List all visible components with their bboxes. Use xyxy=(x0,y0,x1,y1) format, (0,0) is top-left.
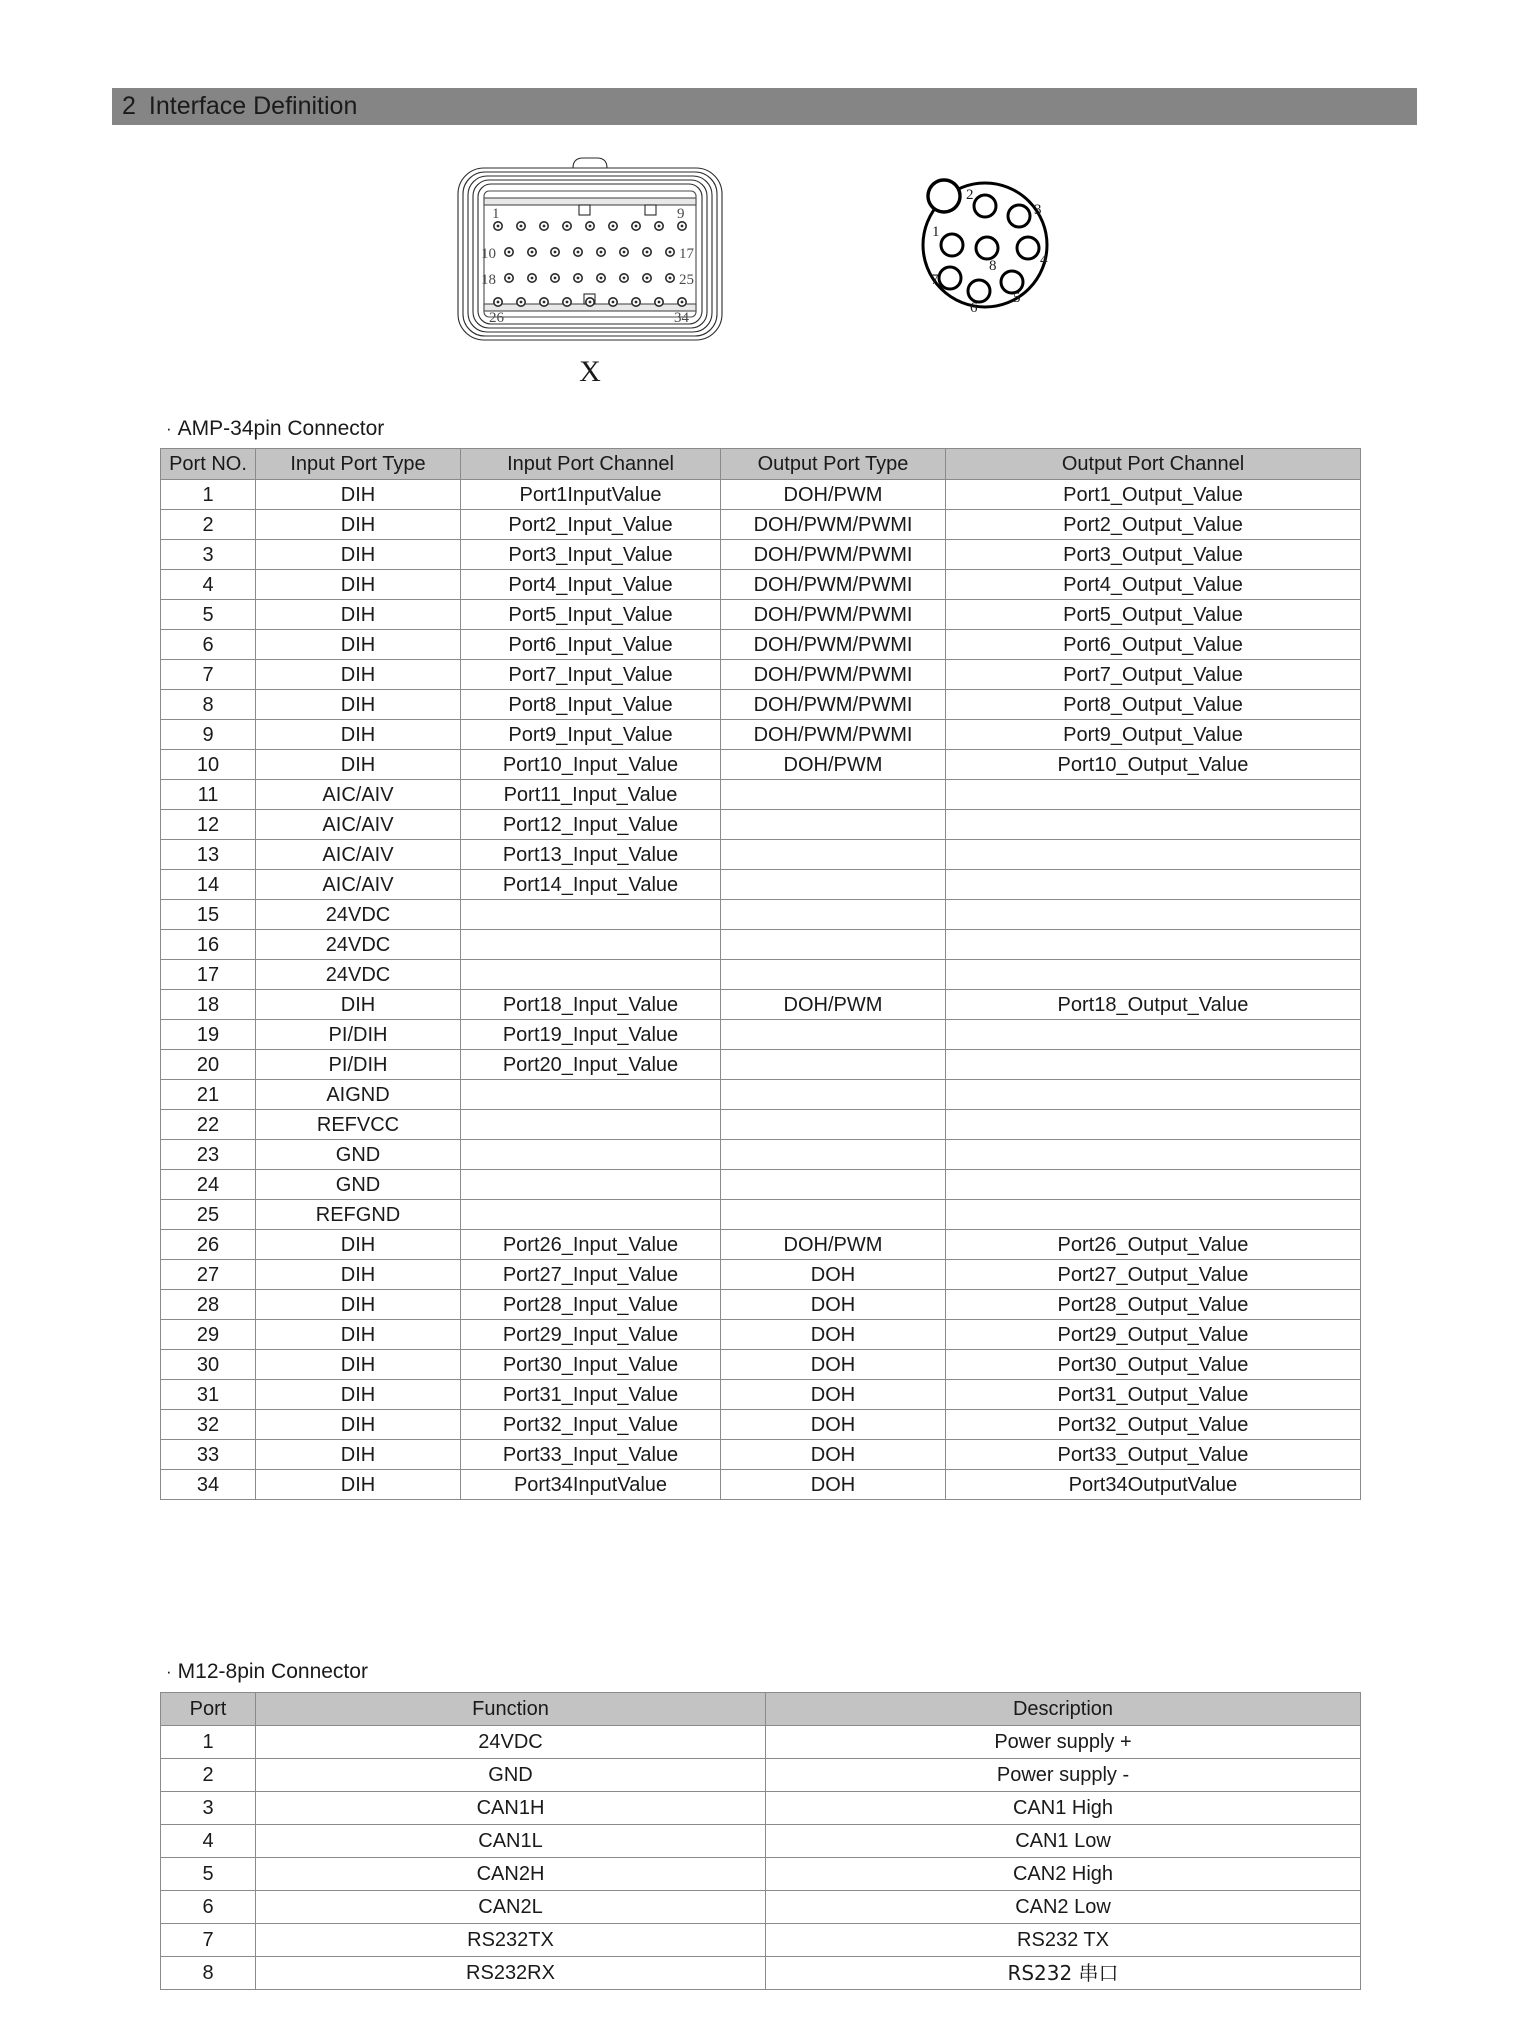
cell-output-port-type xyxy=(721,1110,946,1140)
cell-input-port-type: 24VDC xyxy=(256,900,461,930)
table-row xyxy=(161,990,1361,1020)
cell-output-port-channel: Port2_Output_Value xyxy=(946,510,1361,540)
cell-output-port-type: DOH/PWM xyxy=(721,480,946,510)
cell-input-port-channel xyxy=(461,1110,721,1140)
m12-caption-text: M12-8pin Connector xyxy=(177,1660,368,1683)
cell-output-port-type: DOH xyxy=(721,1350,946,1380)
cell-output-port-type xyxy=(721,930,946,960)
cell-output-port-channel xyxy=(946,870,1361,900)
cell-input-port-channel: Port18_Input_Value xyxy=(461,990,721,1020)
table-row xyxy=(161,1050,1361,1080)
cell-output-port-channel: Port32_Output_Value xyxy=(946,1410,1361,1440)
cell-output-port-channel xyxy=(946,1170,1361,1200)
cell-output-port-type xyxy=(721,1140,946,1170)
cell-input-port-type: AIC/AIV xyxy=(256,780,461,810)
cell-input-port-type: DIH xyxy=(256,1230,461,1260)
cell-port-no: 9 xyxy=(161,720,256,750)
table-row xyxy=(161,600,1361,630)
table-row xyxy=(161,540,1361,570)
table-row xyxy=(161,1290,1361,1320)
cell-input-port-channel: Port7_Input_Value xyxy=(461,660,721,690)
cell-output-port-channel: Port27_Output_Value xyxy=(946,1260,1361,1290)
cell-port-no: 16 xyxy=(161,930,256,960)
cell-port-no: 3 xyxy=(161,540,256,570)
cell-input-port-channel: Port28_Input_Value xyxy=(461,1290,721,1320)
amp-label-row1-end: 9 xyxy=(677,206,685,222)
cell-output-port-channel: Port34OutputValue xyxy=(946,1470,1361,1500)
cell-input-port-channel xyxy=(461,900,721,930)
cell-port-no: 1 xyxy=(161,480,256,510)
cell-output-port-channel: Port5_Output_Value xyxy=(946,600,1361,630)
cell-port-no: 30 xyxy=(161,1350,256,1380)
cell-port-no: 15 xyxy=(161,900,256,930)
table-row xyxy=(161,1957,1361,1990)
cell-input-port-channel: Port29_Input_Value xyxy=(461,1320,721,1350)
m12-8pin-table xyxy=(160,1692,1361,1990)
table-row xyxy=(161,870,1361,900)
table-row xyxy=(161,1350,1361,1380)
cell-input-port-channel: Port14_Input_Value xyxy=(461,870,721,900)
m12-table-header-row xyxy=(161,1693,1361,1726)
cell-port: 4 xyxy=(161,1825,256,1858)
table-row xyxy=(161,690,1361,720)
cell-input-port-channel: Port12_Input_Value xyxy=(461,810,721,840)
amp-label-row2-end: 17 xyxy=(679,246,694,262)
cell-port-no: 4 xyxy=(161,570,256,600)
cell-port: 7 xyxy=(161,1924,256,1957)
section-title: Interface Definition xyxy=(148,92,358,120)
cell-input-port-type: DIH xyxy=(256,510,461,540)
cell-description: RS232 串口 xyxy=(766,1957,1361,1990)
cell-input-port-channel: Port13_Input_Value xyxy=(461,840,721,870)
cell-port-no: 33 xyxy=(161,1440,256,1470)
cell-output-port-channel: Port26_Output_Value xyxy=(946,1230,1361,1260)
cell-input-port-type: GND xyxy=(256,1140,461,1170)
cell-input-port-type: AIC/AIV xyxy=(256,810,461,840)
cell-output-port-type xyxy=(721,1200,946,1230)
table-row xyxy=(161,1858,1361,1891)
cell-input-port-type: DIH xyxy=(256,750,461,780)
amp-label-row4-end: 34 xyxy=(674,310,689,326)
amp-label-row1-start: 1 xyxy=(492,206,500,222)
cell-function: CAN2L xyxy=(256,1891,766,1924)
cell-output-port-type: DOH xyxy=(721,1380,946,1410)
cell-output-port-type: DOH/PWM/PWMI xyxy=(721,630,946,660)
cell-function: RS232RX xyxy=(256,1957,766,1990)
table-row xyxy=(161,1140,1361,1170)
cell-output-port-channel xyxy=(946,960,1361,990)
amp-col-port-no: Port NO. xyxy=(161,449,256,480)
cell-input-port-channel: Port4_Input_Value xyxy=(461,570,721,600)
table-row xyxy=(161,840,1361,870)
cell-output-port-channel xyxy=(946,810,1361,840)
m12-table-caption xyxy=(166,1660,368,1684)
cell-output-port-channel: Port10_Output_Value xyxy=(946,750,1361,780)
cell-input-port-type: PI/DIH xyxy=(256,1050,461,1080)
table-row xyxy=(161,1470,1361,1500)
cell-input-port-type: DIH xyxy=(256,990,461,1020)
cell-output-port-channel: Port8_Output_Value xyxy=(946,690,1361,720)
m12-8pin-connector-diagram xyxy=(900,160,1070,335)
cell-input-port-channel: Port26_Input_Value xyxy=(461,1230,721,1260)
cell-port-no: 19 xyxy=(161,1020,256,1050)
cell-output-port-channel xyxy=(946,1110,1361,1140)
amp-col-output-port-type: Output Port Type xyxy=(721,449,946,480)
cell-output-port-type: DOH/PWM/PWMI xyxy=(721,540,946,570)
table-row xyxy=(161,1230,1361,1260)
cell-output-port-type xyxy=(721,1020,946,1050)
m12-pin-label-5: 5 xyxy=(1013,290,1021,306)
amp-table-caption xyxy=(166,417,384,441)
cell-output-port-channel: Port1_Output_Value xyxy=(946,480,1361,510)
cell-port-no: 23 xyxy=(161,1140,256,1170)
cell-input-port-type: 24VDC xyxy=(256,960,461,990)
m12-pin-label-7: 7 xyxy=(931,272,939,288)
cell-output-port-channel xyxy=(946,1140,1361,1170)
cell-output-port-channel xyxy=(946,1020,1361,1050)
cell-output-port-type: DOH/PWM/PWMI xyxy=(721,660,946,690)
table-row xyxy=(161,1110,1361,1140)
table-row xyxy=(161,1080,1361,1110)
cell-input-port-channel xyxy=(461,1200,721,1230)
cell-output-port-type: DOH xyxy=(721,1470,946,1500)
cell-output-port-type xyxy=(721,1080,946,1110)
table-row xyxy=(161,1792,1361,1825)
cell-input-port-channel: Port32_Input_Value xyxy=(461,1410,721,1440)
amp-col-input-port-channel: Input Port Channel xyxy=(461,449,721,480)
cell-input-port-type: REFGND xyxy=(256,1200,461,1230)
amp-caption-text: AMP-34pin Connector xyxy=(177,417,385,440)
cell-port: 1 xyxy=(161,1726,256,1759)
cell-output-port-type: DOH/PWM/PWMI xyxy=(721,600,946,630)
cell-function: CAN1L xyxy=(256,1825,766,1858)
cell-output-port-channel xyxy=(946,840,1361,870)
cell-output-port-channel: Port9_Output_Value xyxy=(946,720,1361,750)
cell-input-port-type: PI/DIH xyxy=(256,1020,461,1050)
amp-34pin-table xyxy=(160,448,1361,1500)
cell-input-port-type: DIH xyxy=(256,690,461,720)
table-row xyxy=(161,1726,1361,1759)
cell-output-port-type: DOH xyxy=(721,1290,946,1320)
cell-input-port-channel: Port30_Input_Value xyxy=(461,1350,721,1380)
cell-output-port-type xyxy=(721,810,946,840)
cell-output-port-channel: Port18_Output_Value xyxy=(946,990,1361,1020)
cell-output-port-type: DOH/PWM xyxy=(721,1230,946,1260)
cell-port-no: 29 xyxy=(161,1320,256,1350)
table-row xyxy=(161,1440,1361,1470)
cell-output-port-channel: Port31_Output_Value xyxy=(946,1380,1361,1410)
cell-input-port-channel xyxy=(461,930,721,960)
cell-output-port-type: DOH/PWM/PWMI xyxy=(721,720,946,750)
cell-input-port-channel: Port9_Input_Value xyxy=(461,720,721,750)
table-row xyxy=(161,900,1361,930)
cell-output-port-channel xyxy=(946,780,1361,810)
cell-port-no: 7 xyxy=(161,660,256,690)
amp-connector-svg xyxy=(455,150,725,350)
m12-pin-label-2: 2 xyxy=(966,187,974,203)
cell-port-no: 11 xyxy=(161,780,256,810)
table-row xyxy=(161,960,1361,990)
cell-description: RS232 TX xyxy=(766,1924,1361,1957)
table-row xyxy=(161,510,1361,540)
cell-input-port-type: DIH xyxy=(256,540,461,570)
cell-output-port-type xyxy=(721,1050,946,1080)
cell-output-port-channel xyxy=(946,1200,1361,1230)
cell-input-port-type: DIH xyxy=(256,480,461,510)
cell-input-port-type: DIH xyxy=(256,570,461,600)
cell-input-port-type: DIH xyxy=(256,660,461,690)
m12-pin-label-3: 3 xyxy=(1034,202,1042,218)
cell-input-port-type: DIH xyxy=(256,1320,461,1350)
cell-input-port-channel xyxy=(461,1140,721,1170)
cell-output-port-type: DOH xyxy=(721,1410,946,1440)
cell-output-port-type xyxy=(721,900,946,930)
cell-output-port-channel: Port29_Output_Value xyxy=(946,1320,1361,1350)
table-row xyxy=(161,1020,1361,1050)
cell-description: CAN1 High xyxy=(766,1792,1361,1825)
table-row xyxy=(161,1825,1361,1858)
cell-output-port-type: DOH/PWM/PWMI xyxy=(721,510,946,540)
cell-output-port-type xyxy=(721,1170,946,1200)
amp-label-row2-start: 10 xyxy=(481,246,496,262)
m12-pin-label-6: 6 xyxy=(970,300,978,316)
cell-output-port-type: DOH xyxy=(721,1440,946,1470)
cell-input-port-channel: Port11_Input_Value xyxy=(461,780,721,810)
cell-input-port-channel: Port10_Input_Value xyxy=(461,750,721,780)
cell-input-port-channel: Port8_Input_Value xyxy=(461,690,721,720)
amp-table-header-row xyxy=(161,449,1361,480)
cell-port-no: 2 xyxy=(161,510,256,540)
cell-output-port-type: DOH/PWM xyxy=(721,750,946,780)
m12-pin-label-1: 1 xyxy=(932,224,940,240)
cell-function: GND xyxy=(256,1759,766,1792)
cell-description: Power supply + xyxy=(766,1726,1361,1759)
table-row xyxy=(161,720,1361,750)
cell-input-port-type: GND xyxy=(256,1170,461,1200)
cell-port: 5 xyxy=(161,1858,256,1891)
cell-port-no: 25 xyxy=(161,1200,256,1230)
cell-output-port-channel: Port33_Output_Value xyxy=(946,1440,1361,1470)
table-row xyxy=(161,570,1361,600)
m12-col-description: Description xyxy=(766,1693,1361,1726)
cell-description: CAN1 Low xyxy=(766,1825,1361,1858)
cell-input-port-channel xyxy=(461,1080,721,1110)
cell-output-port-channel xyxy=(946,1050,1361,1080)
cell-output-port-channel xyxy=(946,1080,1361,1110)
table-row xyxy=(161,1891,1361,1924)
m12-col-function: Function xyxy=(256,1693,766,1726)
cell-port-no: 26 xyxy=(161,1230,256,1260)
cell-input-port-type: DIH xyxy=(256,1380,461,1410)
m12-connector-svg xyxy=(900,160,1070,330)
cell-output-port-type: DOH/PWM xyxy=(721,990,946,1020)
m12-table-body xyxy=(161,1726,1361,1990)
cell-port-no: 27 xyxy=(161,1260,256,1290)
cell-input-port-channel: Port19_Input_Value xyxy=(461,1020,721,1050)
cell-output-port-channel: Port30_Output_Value xyxy=(946,1350,1361,1380)
cell-port-no: 17 xyxy=(161,960,256,990)
cell-input-port-channel xyxy=(461,1170,721,1200)
cell-port-no: 24 xyxy=(161,1170,256,1200)
cell-port-no: 10 xyxy=(161,750,256,780)
cell-input-port-type: 24VDC xyxy=(256,930,461,960)
cell-port-no: 5 xyxy=(161,600,256,630)
cell-input-port-channel: Port2_Input_Value xyxy=(461,510,721,540)
cell-port: 3 xyxy=(161,1792,256,1825)
cell-output-port-type: DOH/PWM/PWMI xyxy=(721,570,946,600)
cell-port-no: 13 xyxy=(161,840,256,870)
cell-input-port-channel: Port33_Input_Value xyxy=(461,1440,721,1470)
cell-port-no: 22 xyxy=(161,1110,256,1140)
cell-input-port-channel: Port3_Input_Value xyxy=(461,540,721,570)
cell-output-port-channel: Port6_Output_Value xyxy=(946,630,1361,660)
cell-port-no: 31 xyxy=(161,1380,256,1410)
cell-port-no: 32 xyxy=(161,1410,256,1440)
cell-output-port-type xyxy=(721,960,946,990)
cell-input-port-type: AIGND xyxy=(256,1080,461,1110)
cell-input-port-type: REFVCC xyxy=(256,1110,461,1140)
cell-input-port-type: DIH xyxy=(256,600,461,630)
cell-port-no: 21 xyxy=(161,1080,256,1110)
cell-input-port-type: DIH xyxy=(256,1440,461,1470)
cell-port-no: 34 xyxy=(161,1470,256,1500)
table-row xyxy=(161,1200,1361,1230)
amp-connector-caption: X xyxy=(579,355,601,388)
cell-output-port-type: DOH xyxy=(721,1260,946,1290)
cell-port-no: 8 xyxy=(161,690,256,720)
amp-34pin-connector-diagram xyxy=(455,150,725,355)
m12-col-port: Port xyxy=(161,1693,256,1726)
cell-input-port-channel xyxy=(461,960,721,990)
bullet-icon: · xyxy=(166,1662,172,1682)
amp-table-body xyxy=(161,480,1361,1500)
cell-port: 8 xyxy=(161,1957,256,1990)
amp-label-row3-end: 25 xyxy=(679,272,694,288)
table-row xyxy=(161,750,1361,780)
cell-port-no: 18 xyxy=(161,990,256,1020)
cell-function: CAN2H xyxy=(256,1858,766,1891)
table-row xyxy=(161,1170,1361,1200)
cell-input-port-type: AIC/AIV xyxy=(256,840,461,870)
cell-function: 24VDC xyxy=(256,1726,766,1759)
cell-description: CAN2 Low xyxy=(766,1891,1361,1924)
cell-output-port-type: DOH/PWM/PWMI xyxy=(721,690,946,720)
section-number: 2 xyxy=(122,92,136,120)
cell-output-port-channel: Port3_Output_Value xyxy=(946,540,1361,570)
cell-output-port-channel: Port7_Output_Value xyxy=(946,660,1361,690)
table-row xyxy=(161,780,1361,810)
cell-input-port-type: DIH xyxy=(256,720,461,750)
table-row xyxy=(161,630,1361,660)
cell-function: CAN1H xyxy=(256,1792,766,1825)
m12-pin-label-8: 8 xyxy=(989,258,997,274)
cell-input-port-type: DIH xyxy=(256,630,461,660)
cell-port-no: 6 xyxy=(161,630,256,660)
bullet-icon: · xyxy=(166,419,172,439)
cell-port-no: 28 xyxy=(161,1290,256,1320)
cell-description: Power supply - xyxy=(766,1759,1361,1792)
cell-input-port-type: DIH xyxy=(256,1350,461,1380)
cell-function: RS232TX xyxy=(256,1924,766,1957)
table-row xyxy=(161,1410,1361,1440)
cell-output-port-type xyxy=(721,780,946,810)
amp-col-output-port-channel: Output Port Channel xyxy=(946,449,1361,480)
cell-input-port-type: AIC/AIV xyxy=(256,870,461,900)
cell-input-port-type: DIH xyxy=(256,1470,461,1500)
amp-label-row4-start: 26 xyxy=(489,310,504,326)
table-row xyxy=(161,1759,1361,1792)
cell-input-port-type: DIH xyxy=(256,1290,461,1320)
cell-output-port-channel xyxy=(946,900,1361,930)
cell-port-no: 12 xyxy=(161,810,256,840)
cell-port: 6 xyxy=(161,1891,256,1924)
cell-input-port-channel: Port34InputValue xyxy=(461,1470,721,1500)
table-row xyxy=(161,930,1361,960)
cell-input-port-channel: Port31_Input_Value xyxy=(461,1380,721,1410)
cell-output-port-channel xyxy=(946,930,1361,960)
cell-output-port-type xyxy=(721,870,946,900)
table-row xyxy=(161,1260,1361,1290)
section-header-bar xyxy=(112,88,1417,125)
connector-figures xyxy=(0,140,1520,405)
table-row xyxy=(161,1380,1361,1410)
cell-input-port-channel: Port6_Input_Value xyxy=(461,630,721,660)
amp-col-input-port-type: Input Port Type xyxy=(256,449,461,480)
cell-input-port-channel: Port20_Input_Value xyxy=(461,1050,721,1080)
cell-port-no: 14 xyxy=(161,870,256,900)
cell-input-port-channel: Port1InputValue xyxy=(461,480,721,510)
amp-label-row3-start: 18 xyxy=(481,272,496,288)
cell-input-port-channel: Port5_Input_Value xyxy=(461,600,721,630)
cell-port-no: 20 xyxy=(161,1050,256,1080)
m12-pin-label-4: 4 xyxy=(1040,252,1048,268)
cell-input-port-type: DIH xyxy=(256,1260,461,1290)
cell-output-port-channel: Port4_Output_Value xyxy=(946,570,1361,600)
table-row xyxy=(161,1924,1361,1957)
cell-output-port-channel: Port28_Output_Value xyxy=(946,1290,1361,1320)
cell-output-port-type: DOH xyxy=(721,1320,946,1350)
cell-port: 2 xyxy=(161,1759,256,1792)
cell-input-port-channel: Port27_Input_Value xyxy=(461,1260,721,1290)
cell-output-port-type xyxy=(721,840,946,870)
cell-description: CAN2 High xyxy=(766,1858,1361,1891)
table-row xyxy=(161,810,1361,840)
cell-input-port-type: DIH xyxy=(256,1410,461,1440)
table-row xyxy=(161,480,1361,510)
table-row xyxy=(161,1320,1361,1350)
table-row xyxy=(161,660,1361,690)
